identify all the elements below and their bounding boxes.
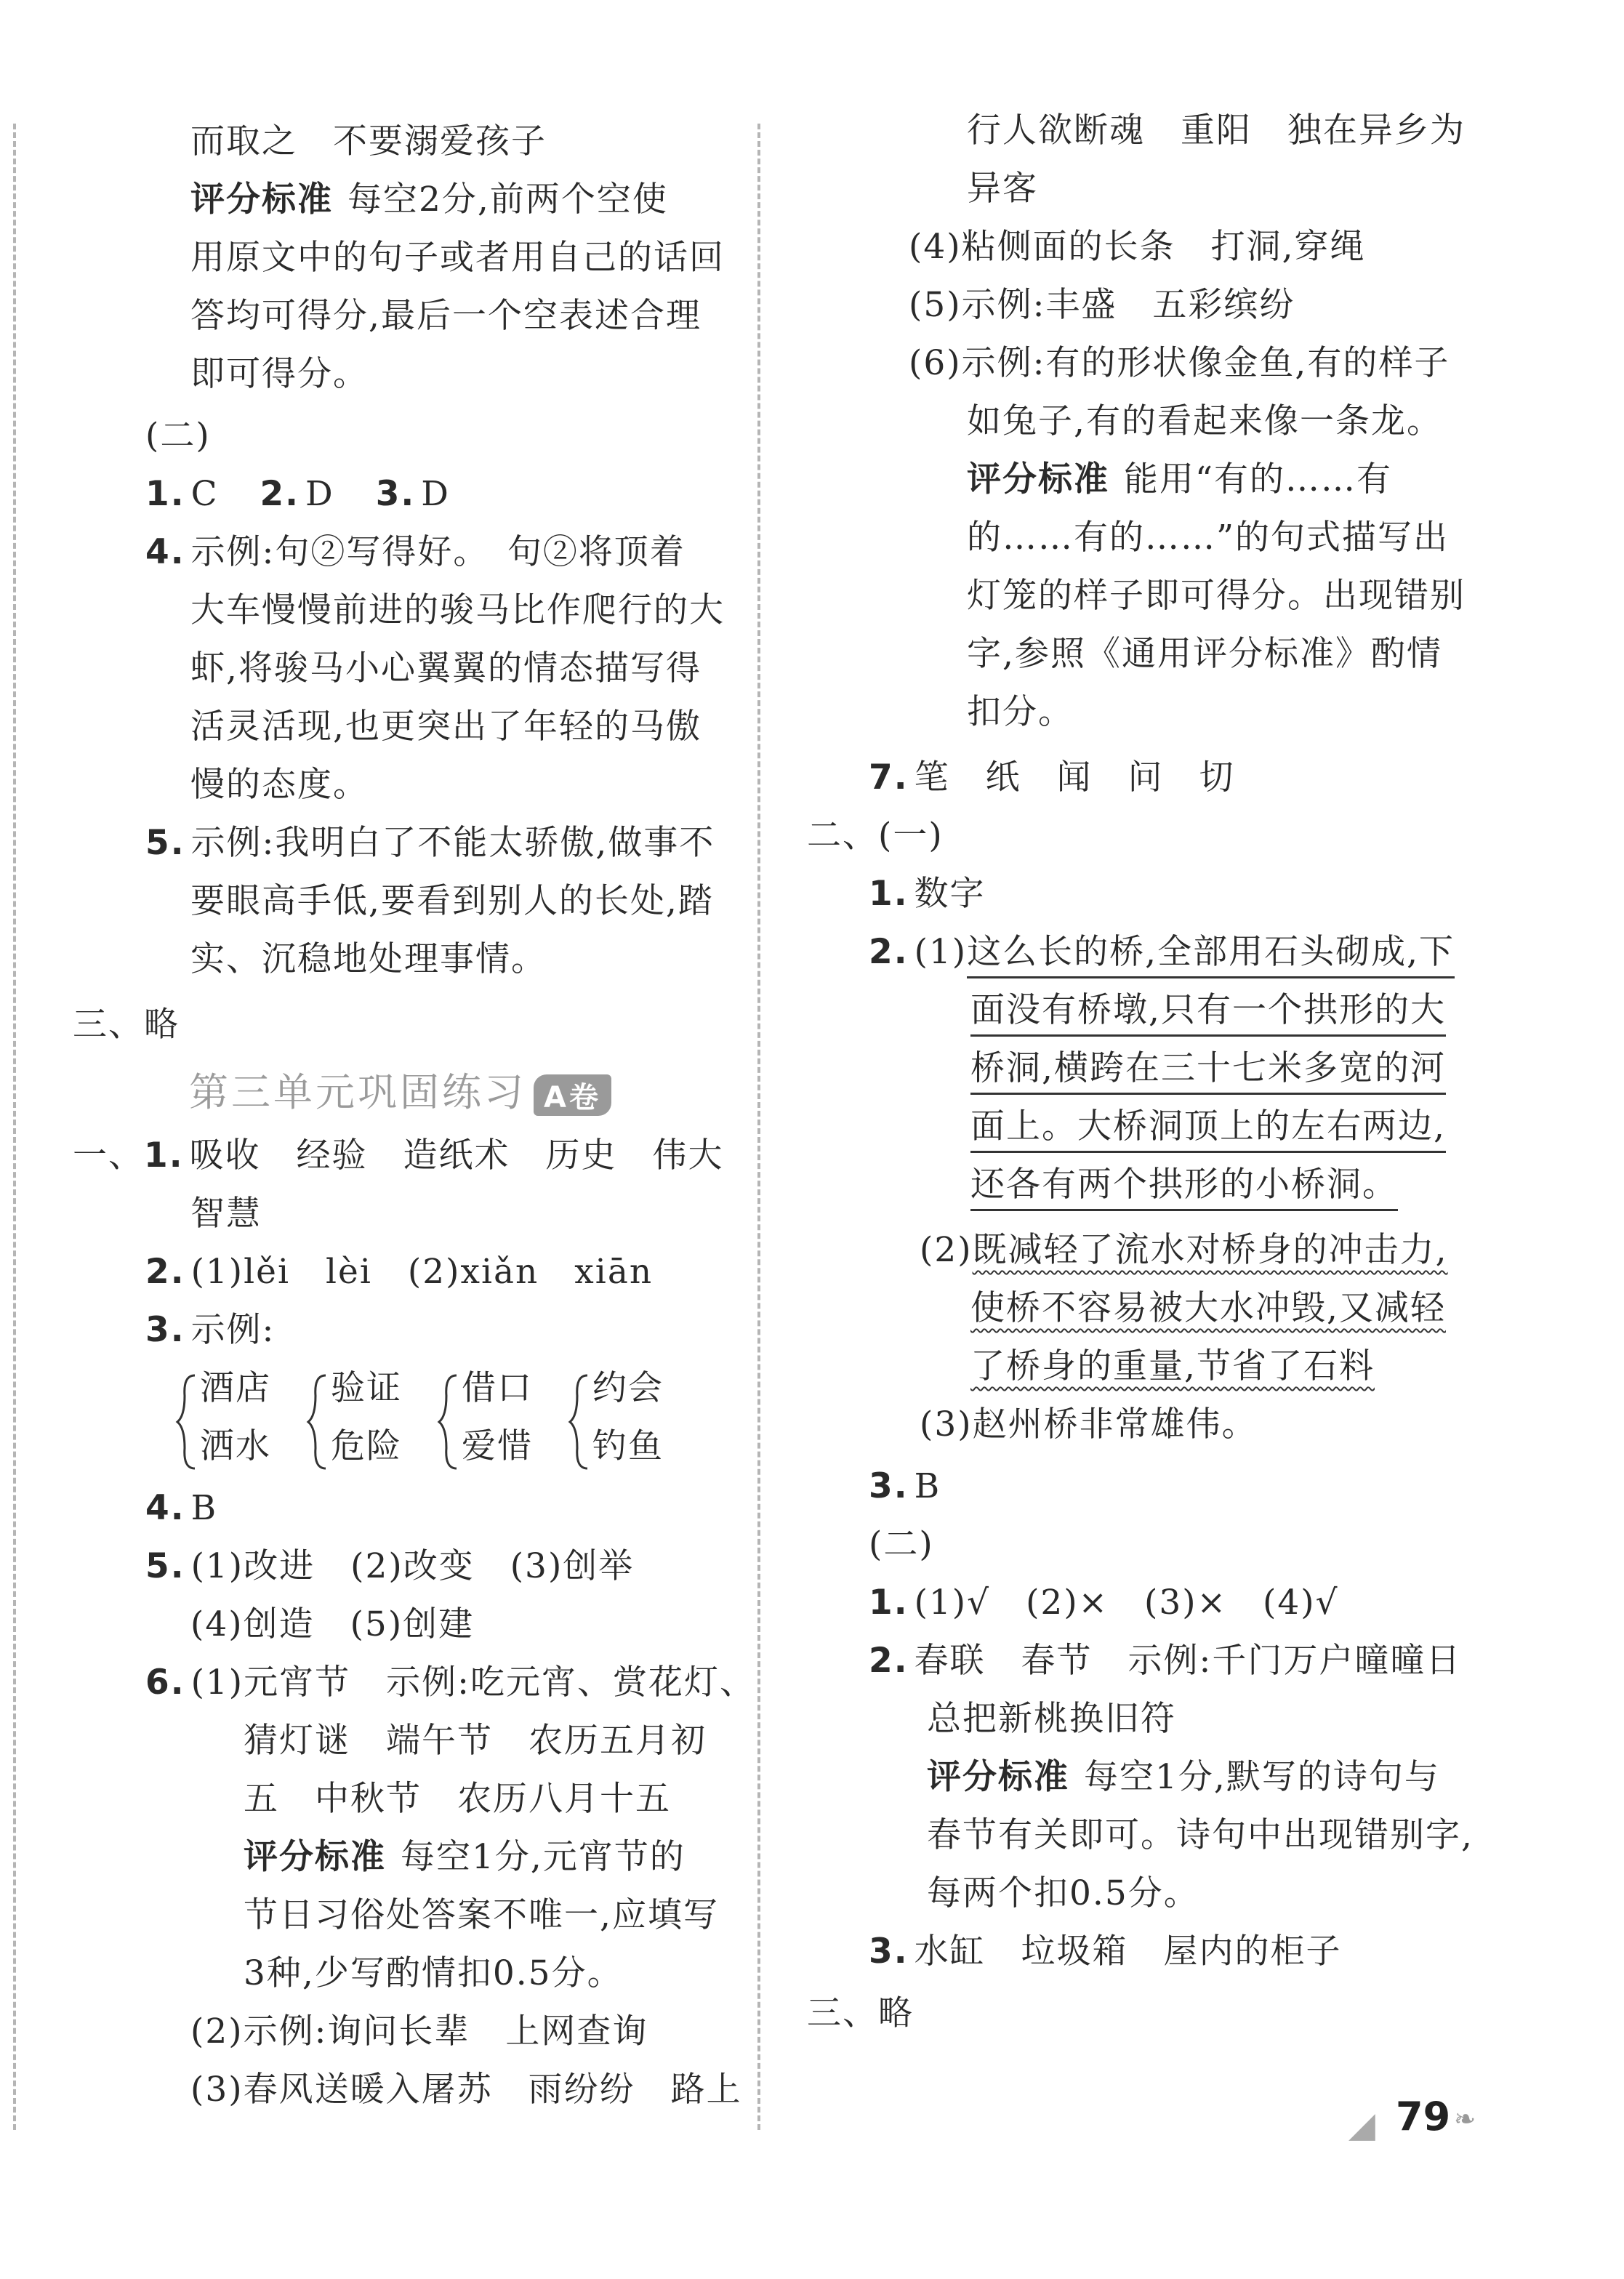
answer-line	[927, 1814, 1474, 1857]
grading-standard-line	[927, 1756, 1440, 1799]
answer-text: 猜灯谜 端午节 农历五月初	[244, 1721, 707, 1761]
answer-text: 三、略	[73, 1005, 180, 1045]
answer-text: (2)示例:询问长辈 上网查询	[190, 2011, 648, 2051]
item-number: 3.	[375, 474, 416, 514]
answer-text: 慢的态度。	[190, 765, 369, 805]
answer-text: 每空1分,默写的诗句与	[1084, 1757, 1440, 1797]
answer-text: (1)元宵节 示例:吃元宵、赏花灯、	[190, 1663, 755, 1703]
answer-line	[869, 1639, 1461, 1683]
item-number: 4.	[145, 532, 185, 572]
answer-text: 答均可得分,最后一个空表述合理	[190, 296, 702, 336]
answer-line	[967, 574, 1466, 618]
word-pair-top	[462, 1367, 533, 1410]
answer-text: (5)示例:丰盛 五彩缤纷	[909, 285, 1295, 325]
answer-text: 即可得分。	[190, 354, 369, 394]
answer-line	[244, 1719, 707, 1763]
answer-text: 每空1分,元宵节的	[401, 1837, 686, 1877]
volume-badge: A卷	[534, 1074, 611, 1116]
item-number: 3.	[869, 1932, 909, 1971]
answer-text: 的……有的……”的句式描写出	[967, 518, 1450, 558]
answer-line	[73, 1134, 724, 1178]
answer-text: (二)	[869, 1524, 934, 1564]
answer-text: (1)√ (2)× (3)× (4)√	[914, 1583, 1339, 1623]
underlined-answer: 面没有桥墩,只有一个拱形的大	[970, 990, 1446, 1037]
word-pair-top	[592, 1367, 664, 1410]
word: 洒水	[200, 1426, 271, 1466]
answer-line	[869, 1465, 941, 1508]
grading-standard-line	[190, 178, 668, 222]
item-number: 6.	[145, 1663, 185, 1703]
item-number: 2.	[145, 1252, 185, 1292]
answer-text: (4)创造 (5)创建	[190, 1604, 475, 1644]
item-number: 3.	[145, 1310, 185, 1350]
answer-text: (6)示例:有的形状像金鱼,有的样子	[909, 343, 1450, 383]
answer-text: B	[190, 1488, 218, 1528]
section-title-text: 第三单元巩固练习	[189, 1069, 526, 1115]
answer-text: 示例:句②写得好。 句②将顶着	[190, 532, 686, 572]
answer-text: 虾,将骏马小心翼翼的情态描写得	[190, 648, 702, 688]
grading-standard-label: 评分标准	[967, 459, 1109, 499]
answer-line	[970, 1163, 1398, 1207]
answer-line	[145, 1309, 275, 1352]
answer-line	[927, 1872, 1199, 1916]
answer-line	[967, 691, 1074, 734]
leaf-decoration-icon: ❧	[1454, 2105, 1476, 2134]
grading-standard-line	[244, 1836, 686, 1879]
answer-text: 每两个扣0.5分。	[927, 1873, 1199, 1913]
item-number: 5.	[145, 1546, 185, 1586]
answer-text: (1)改进 (2)改变 (3)创举	[190, 1546, 635, 1586]
answer-line	[190, 353, 369, 396]
answer-line	[190, 1603, 474, 1647]
answer-line	[145, 1661, 755, 1705]
answer-line	[970, 1287, 1446, 1330]
answer-line	[967, 632, 1442, 676]
item-number: 5.	[145, 823, 185, 863]
answer-text: 行人欲断魂 重阳 独在异乡为	[967, 110, 1466, 150]
word-pair-bottom	[331, 1425, 402, 1468]
word: 钓鱼	[592, 1426, 664, 1466]
grading-standard-label: 评分标准	[190, 180, 333, 220]
answer-text: 笔 纸 闻 问 切	[914, 757, 1235, 797]
answer-line	[869, 872, 986, 916]
answer-line	[190, 2068, 742, 2112]
item-number: 2.	[869, 932, 909, 972]
answer-line	[967, 167, 1038, 211]
answer-line	[970, 1345, 1375, 1388]
answer-text: 字,参照《通用评分标准》酌情	[967, 634, 1442, 674]
answer-text: 3种,少写酌情扣0.5分。	[244, 1953, 623, 1993]
answer-line	[190, 705, 702, 749]
answer-line	[244, 1952, 623, 1995]
underlined-answer: 还各有两个拱形的小桥洞。	[970, 1165, 1398, 1211]
grading-standard-line	[967, 458, 1392, 502]
answer-text: 而取之 不要溺爱孩子	[190, 121, 547, 161]
answer-line	[970, 1105, 1446, 1149]
item-number: 4.	[145, 1488, 185, 1528]
item-number: 1.	[145, 474, 185, 514]
answer-text: D	[421, 474, 450, 514]
answer-line	[920, 1403, 1258, 1447]
answer-line	[190, 938, 547, 981]
answer-text: (1)lěi lèi (2)xiǎn xiān	[190, 1252, 654, 1292]
answer-text: (2)	[920, 1230, 973, 1270]
answer-text: 能用“有的……有	[1124, 459, 1393, 499]
answer-line	[190, 120, 547, 164]
answer-text: (4)粘侧面的长条 打洞,穿绳	[909, 227, 1366, 267]
section-heading	[807, 1992, 914, 2035]
answer-text: 吸收 经验 造纸术 历史 伟大	[189, 1136, 724, 1175]
grading-standard-label: 评分标准	[244, 1837, 386, 1877]
answer-text: 春节有关即可。诗句中出现错别字,	[927, 1815, 1474, 1855]
answer-line	[970, 1047, 1446, 1090]
answer-text: (3)赵州桥非常雄伟。	[920, 1404, 1258, 1444]
leaf-decoration-icon: ◢	[1348, 2105, 1375, 2145]
grading-standard-label: 评分标准	[927, 1757, 1069, 1797]
answer-line	[244, 1777, 671, 1821]
answer-line	[145, 821, 715, 865]
wavy-underlined-answer: 既减轻了流水对桥身的冲击力,	[972, 1230, 1448, 1270]
answer-line	[967, 400, 1442, 443]
underlined-answer: 桥洞,横跨在三十七米多宽的河	[970, 1048, 1446, 1095]
column-divider-middle	[757, 124, 760, 2130]
word-pair-bottom	[592, 1425, 664, 1468]
answer-line	[145, 1250, 653, 1294]
word: 爱惜	[462, 1426, 533, 1466]
answer-line	[145, 531, 686, 574]
answer-line	[190, 294, 702, 338]
answer-line	[927, 1697, 1176, 1741]
answer-line	[920, 1229, 1448, 1272]
column-divider-left	[13, 124, 16, 2130]
answer-line	[190, 647, 702, 691]
answer-text: 如兔子,有的看起来像一条龙。	[967, 401, 1442, 441]
answer-line	[190, 2010, 648, 2054]
answer-line	[909, 342, 1450, 385]
answer-text: 异客	[967, 169, 1038, 209]
answer-text: 春联 春节 示例:千门万户曈曈日	[914, 1641, 1462, 1681]
answer-text: 水缸 垃圾箱 屋内的柜子	[914, 1932, 1342, 1971]
answer-line	[190, 880, 714, 923]
word-pair-top	[200, 1367, 271, 1410]
answer-text: 总把新桃换旧符	[927, 1699, 1176, 1739]
answer-text: 二、(一)	[807, 816, 944, 856]
item-number: 1.	[869, 1583, 909, 1623]
answer-text: 节日习俗处答案不唯一,应填写	[244, 1895, 719, 1935]
answer-line	[244, 1894, 719, 1937]
section-heading	[869, 1523, 934, 1567]
answer-text: 智慧	[190, 1194, 262, 1234]
wavy-underlined-answer: 使桥不容易被大水冲毁,又减轻	[970, 1288, 1446, 1328]
page-number: 79	[1396, 2094, 1451, 2139]
answer-line	[190, 589, 725, 632]
answer-text: B	[914, 1466, 941, 1506]
answer-text: 三、略	[807, 1993, 914, 2033]
answer-line	[190, 236, 725, 280]
answer-line	[869, 931, 1455, 974]
answer-text: 实、沉稳地处理事情。	[190, 939, 547, 979]
answer-line	[909, 225, 1366, 269]
answer-text: C	[190, 474, 219, 514]
answer-line	[869, 756, 1235, 800]
answer-line	[970, 989, 1446, 1032]
section-title	[189, 1061, 611, 1117]
word: 酒店	[200, 1368, 271, 1408]
answer-text: 要眼高手低,要看到别人的长处,踏	[190, 881, 714, 921]
answer-line	[909, 284, 1295, 327]
answer-line	[967, 516, 1449, 560]
item-number: 2.	[869, 1641, 909, 1681]
item-number: 1.	[869, 874, 909, 914]
item-number: 1.	[144, 1136, 184, 1175]
section-heading	[145, 414, 211, 458]
answer-text: (1)	[914, 932, 968, 972]
section-heading	[807, 814, 944, 858]
answer-text: 五 中秋节 农历八月十五	[244, 1779, 671, 1819]
section-heading	[73, 1003, 180, 1047]
answer-line	[145, 1545, 634, 1588]
answer-line	[869, 1581, 1339, 1625]
answer-text: 大车慢慢前进的骏马比作爬行的大	[190, 590, 725, 630]
answer-line	[145, 473, 450, 516]
answer-text: D	[305, 474, 334, 514]
word: 验证	[331, 1368, 402, 1408]
answer-line	[190, 1192, 262, 1236]
word-pair-top	[331, 1367, 402, 1410]
answer-text: (二)	[145, 416, 211, 456]
section-marker: 一、	[73, 1136, 144, 1175]
word: 约会	[592, 1368, 664, 1408]
underlined-answer: 面上。大桥洞顶上的左右两边,	[970, 1106, 1446, 1153]
answer-text: 活灵活现,也更突出了年轻的马傲	[190, 707, 702, 747]
answer-text: (3)春风送暖入屠苏 雨纷纷 路上	[190, 2070, 742, 2110]
answer-line	[967, 109, 1466, 153]
word-pair-bottom	[200, 1425, 271, 1468]
item-number: 2.	[260, 474, 300, 514]
word: 危险	[331, 1426, 402, 1466]
answer-line	[869, 1930, 1342, 1974]
underlined-answer: 这么长的桥,全部用石头砌成,下	[967, 932, 1455, 978]
answer-text: 灯笼的样子即可得分。出现错别	[967, 576, 1466, 616]
answer-line	[190, 763, 369, 807]
answer-text: 数字	[914, 874, 986, 914]
item-number: 3.	[869, 1466, 909, 1506]
answer-text: 扣分。	[967, 692, 1074, 732]
answer-text: 示例:	[190, 1310, 276, 1350]
answer-line	[145, 1487, 217, 1530]
wavy-underlined-answer: 了桥身的重量,节省了石料	[970, 1346, 1375, 1386]
item-number: 7.	[869, 757, 909, 797]
answer-text: 每空2分,前两个空使	[347, 180, 668, 220]
word: 借口	[462, 1368, 533, 1408]
answer-text: 用原文中的句子或者用自己的话回	[190, 238, 725, 278]
word-pair-bottom	[462, 1425, 533, 1468]
answer-text: 示例:我明白了不能太骄傲,做事不	[190, 823, 715, 863]
